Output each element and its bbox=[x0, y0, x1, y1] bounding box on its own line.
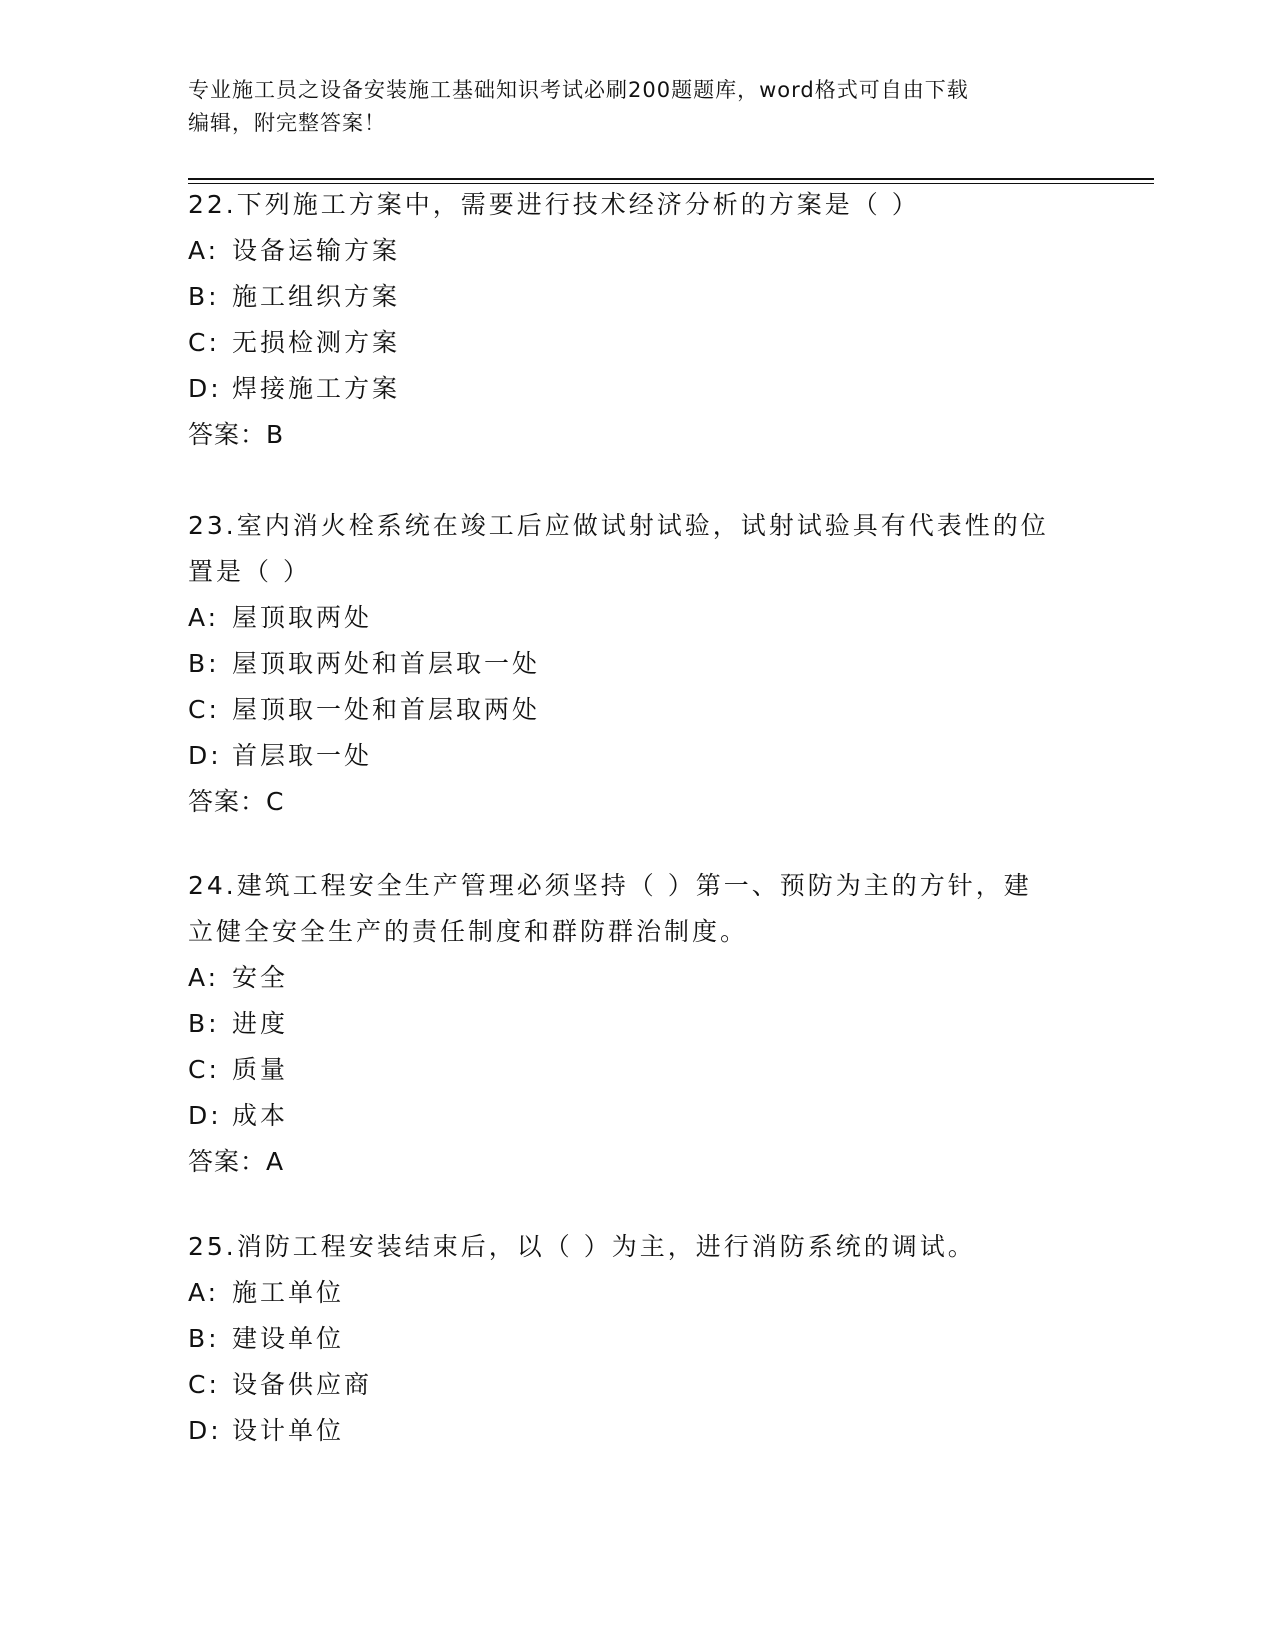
option-c bbox=[188, 320, 1088, 366]
option-key: A: bbox=[188, 963, 220, 992]
question-stem-line-1: 24.建筑工程安全生产管理必须坚持（ ）第一、预防为主的方针，建 bbox=[188, 871, 1032, 900]
option-key: B: bbox=[188, 1009, 220, 1038]
option-key: B: bbox=[188, 282, 220, 311]
option-key: C: bbox=[188, 1055, 220, 1084]
option-d bbox=[188, 366, 1088, 412]
question-stem-line-2: 立健全安全生产的责任制度和群防群治制度。 bbox=[188, 917, 749, 946]
question-25 bbox=[188, 1224, 1088, 1454]
option-d bbox=[188, 1093, 1088, 1139]
option-text: 建设单位 bbox=[232, 1324, 345, 1353]
option-text: 施工单位 bbox=[232, 1278, 345, 1307]
option-key: D: bbox=[188, 741, 222, 770]
option-key: B: bbox=[188, 649, 220, 678]
option-a bbox=[188, 228, 1088, 274]
option-key: A: bbox=[188, 603, 220, 632]
option-text: 质量 bbox=[232, 1055, 289, 1084]
header-title-line-1: 专业施工员之设备安装施工基础知识考试必刷200题题库，word格式可自由下载 bbox=[188, 78, 969, 102]
option-a bbox=[188, 955, 1088, 1001]
option-text: 安全 bbox=[232, 963, 289, 992]
option-text: 成本 bbox=[232, 1101, 289, 1130]
option-b bbox=[188, 1001, 1088, 1047]
header-divider-thick bbox=[188, 178, 1154, 180]
option-key: C: bbox=[188, 1370, 220, 1399]
option-text: 首层取一处 bbox=[232, 741, 373, 770]
answer-line: 答案：B bbox=[188, 420, 285, 449]
option-text: 设计单位 bbox=[232, 1416, 345, 1445]
option-text: 屋顶取一处和首层取两处 bbox=[232, 695, 541, 724]
answer-line: 答案：A bbox=[188, 1147, 285, 1176]
option-text: 无损检测方案 bbox=[232, 328, 401, 357]
option-a bbox=[188, 595, 1088, 641]
option-b bbox=[188, 641, 1088, 687]
question-24 bbox=[188, 863, 1088, 1185]
document-header bbox=[188, 74, 1088, 140]
option-a bbox=[188, 1270, 1088, 1316]
option-text: 屋顶取两处和首层取一处 bbox=[232, 649, 541, 678]
option-c bbox=[188, 1047, 1088, 1093]
option-key: C: bbox=[188, 695, 220, 724]
option-c bbox=[188, 1362, 1088, 1408]
question-23 bbox=[188, 503, 1088, 825]
option-key: A: bbox=[188, 236, 220, 265]
option-text: 屋顶取两处 bbox=[232, 603, 373, 632]
option-key: A: bbox=[188, 1278, 220, 1307]
question-stem: 22.下列施工方案中，需要进行技术经济分析的方案是（ ） bbox=[188, 190, 920, 219]
question-22 bbox=[188, 182, 1088, 458]
option-text: 设备供应商 bbox=[232, 1370, 373, 1399]
option-key: C: bbox=[188, 328, 220, 357]
option-text: 施工组织方案 bbox=[232, 282, 401, 311]
option-key: D: bbox=[188, 1101, 222, 1130]
option-d bbox=[188, 733, 1088, 779]
option-key: B: bbox=[188, 1324, 220, 1353]
option-b bbox=[188, 1316, 1088, 1362]
option-c bbox=[188, 687, 1088, 733]
option-text: 进度 bbox=[232, 1009, 289, 1038]
question-stem-line-1: 23.室内消火栓系统在竣工后应做试射试验，试射试验具有代表性的位 bbox=[188, 511, 1049, 540]
option-text: 焊接施工方案 bbox=[232, 374, 401, 403]
option-b bbox=[188, 274, 1088, 320]
option-d bbox=[188, 1408, 1088, 1454]
question-stem-line-2: 置是（ ） bbox=[188, 557, 311, 586]
answer-line: 答案：C bbox=[188, 787, 285, 816]
option-text: 设备运输方案 bbox=[232, 236, 401, 265]
header-title-line-2: 编辑，附完整答案！ bbox=[188, 111, 386, 135]
question-stem: 25.消防工程安装结束后，以（ ）为主，进行消防系统的调试。 bbox=[188, 1232, 976, 1261]
option-key: D: bbox=[188, 1416, 222, 1445]
option-key: D: bbox=[188, 374, 222, 403]
